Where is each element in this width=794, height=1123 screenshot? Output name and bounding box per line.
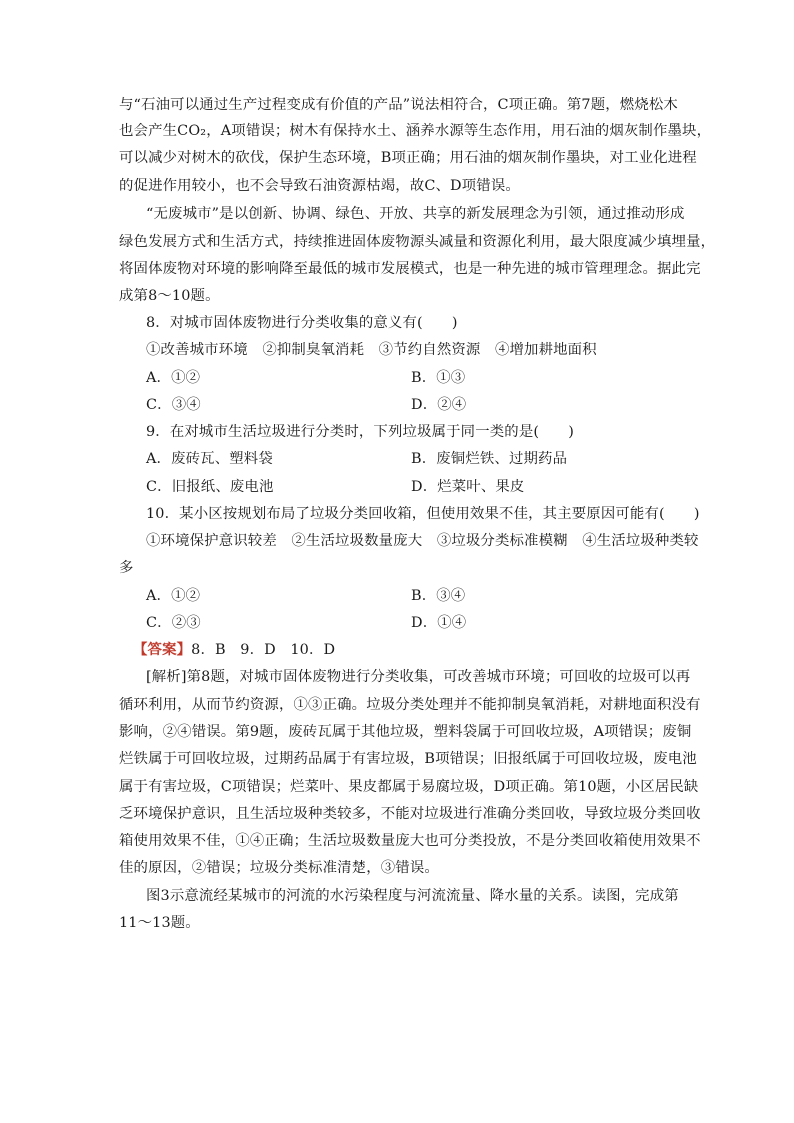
answer-text: 8．B 9．D 10．D — [191, 642, 336, 658]
q8-option-b: B．①③ — [411, 370, 466, 386]
intro-passage-line-3: 将固体废物对环境的影响降至最低的城市发展模式，也是一种先进的城市管理理念。据此完 — [119, 261, 701, 277]
q8-option-a: A．①② — [146, 370, 201, 386]
analysis-line-3: 影响，②④错误。第9题，废砖瓦属于其他垃圾，塑料袋属于可回收垃圾，A项错误；废铜 — [119, 724, 692, 740]
q8-items: ①改善城市环境 ②抑制臭氧消耗 ③节约自然资源 ④增加耕地面积 — [146, 342, 597, 358]
q10-option-c: C．②③ — [146, 615, 201, 631]
q10-option-d: D．①④ — [411, 615, 467, 631]
prev-passage-line-2: 也会产生CO₂，A项错误；树木有保持水土、涵养水源等生态作用，用石油的烟灰制作墨块， — [119, 123, 712, 139]
prev-passage-line-1: 与“石油可以通过生产过程变成有价值的产品”说法相符合，C项正确。第7题，燃烧松木 — [119, 97, 678, 113]
q8-option-c: C．③④ — [146, 397, 201, 413]
q10-option-a: A．①② — [146, 588, 201, 604]
q10-items-line-2: 多 — [119, 560, 134, 576]
intro-passage-line-2: 绿色发展方式和生活方式，持续推进固体废物源头减量和资源化利用，最大限度减少填埋量， — [119, 234, 716, 250]
q10-option-b: B．③④ — [411, 588, 466, 604]
next-intro-line-2: 11～13题。 — [119, 915, 200, 931]
analysis-line-1: [解析]第8题，对城市固体废物进行分类收集，可改善城市环境；可回收的垃圾可以再 — [146, 669, 691, 685]
analysis-line-7: 箱使用效果不佳，①④正确；生活垃圾数量庞大也可分类投放，不是分类回收箱使用效果不 — [119, 833, 701, 849]
q9-option-b: B．废铜烂铁、过期药品 — [411, 451, 568, 467]
q8-option-d: D．②④ — [411, 397, 467, 413]
answer-line — [133, 640, 335, 660]
analysis-line-6: 乏环境保护意识，且生活垃圾种类较多，不能对垃圾进行准确分类回收，导致垃圾分类回收 — [119, 806, 701, 822]
next-intro-line-1: 图3示意流经某城市的河流的水污染程度与河流流量、降水量的关系。读图，完成第 — [146, 888, 679, 904]
intro-passage-line-1: “无废城市”是以创新、协调、绿色、开放、共享的新发展理念为引领，通过推动形成 — [146, 206, 685, 222]
q10-items-line-1: ①环境保护意识较差 ②生活垃圾数量庞大 ③垃圾分类标准模糊 ④生活垃圾种类较 — [146, 533, 699, 549]
prev-passage-line-3: 可以减少对树木的砍伐，保护生态环境，B项正确；用石油的烟灰制作墨块，对工业化进程 — [119, 150, 697, 166]
q8-stem: 8．对城市固体废物进行分类收集的意义有( ) — [146, 315, 458, 331]
analysis-line-2: 循环利用，从而节约资源，①③正确。垃圾分类处理并不能抑制臭氧消耗，对耕地面积没有 — [119, 697, 701, 713]
q9-option-a: A．废砖瓦、塑料袋 — [146, 451, 273, 467]
analysis-line-5: 属于有害垃圾，C项错误；烂菜叶、果皮都属于易腐垃圾，D项正确。第10题，小区居民缺 — [119, 779, 699, 795]
analysis-line-4: 烂铁属于可回收垃圾，过期药品属于有害垃圾，B项错误；旧报纸属于可回收垃圾，废电池 — [119, 751, 697, 767]
intro-passage-line-4: 成第8～10题。 — [119, 288, 220, 304]
q10-stem: 10．某小区按规划布局了垃圾分类回收箱，但使用效果不佳，其主要原因可能有( ) — [146, 506, 700, 522]
answer-tag: 【答案】 — [133, 641, 192, 658]
q9-stem: 9．在对城市生活垃圾进行分类时，下列垃圾属于同一类的是( ) — [146, 424, 574, 440]
q9-option-d: D．烂菜叶、果皮 — [411, 479, 525, 495]
q9-option-c: C．旧报纸、废电池 — [146, 479, 274, 495]
prev-passage-line-4: 的促进作用较小，也不会导致石油资源枯竭，故C、D项错误。 — [119, 178, 520, 194]
analysis-line-8: 佳的原因，②错误；垃圾分类标准清楚，③错误。 — [119, 860, 439, 876]
